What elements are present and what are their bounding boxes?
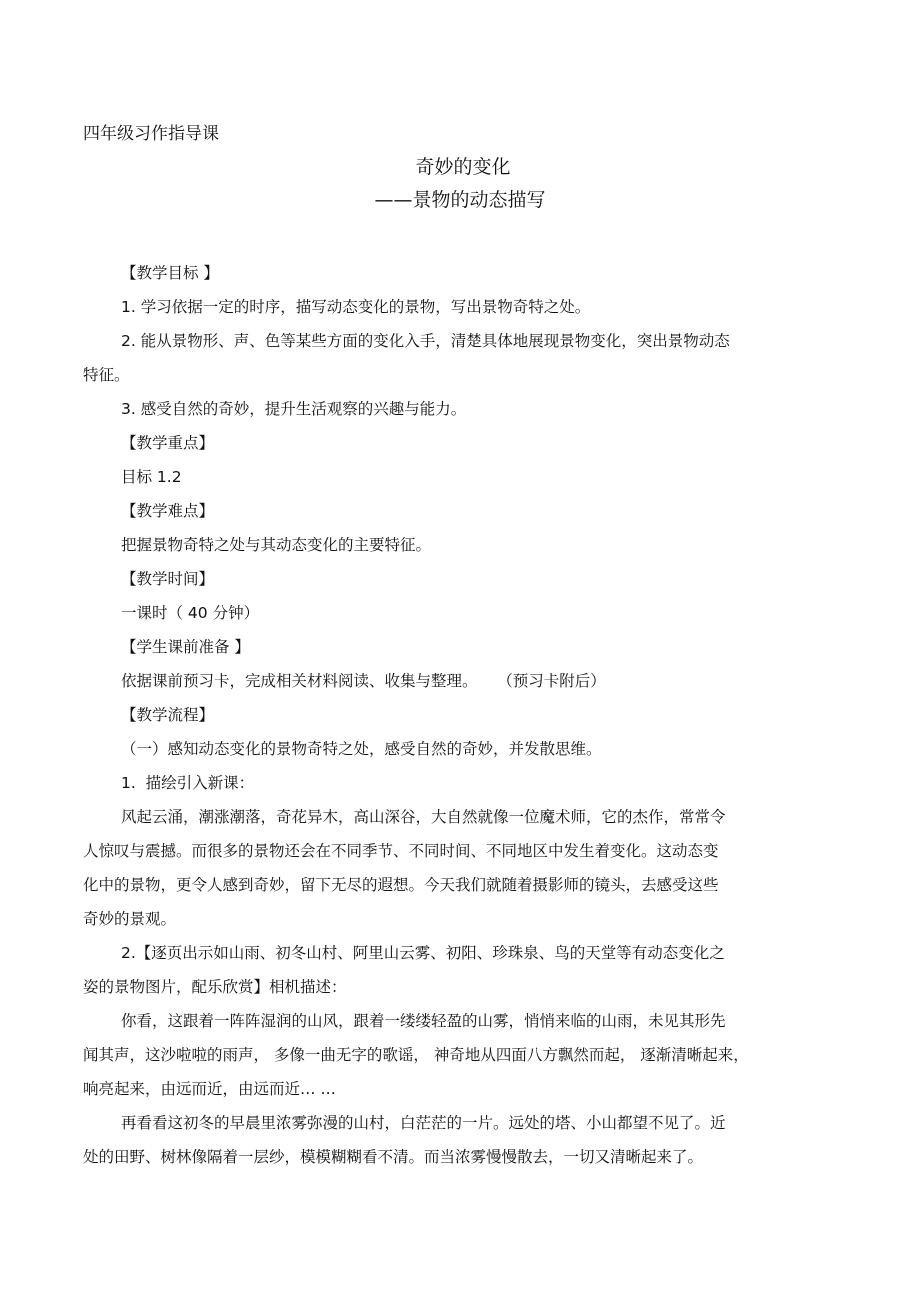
step-2-line-2: 姿的景物图片，配乐欣赏】相机描述：	[83, 978, 347, 996]
paragraph-3-line-1: 再看看这初冬的早晨里浓雾弥漫的山村，白茫茫的一片。远处的塔、小山都望不见了。近	[121, 1114, 726, 1132]
lesson-title: 奇妙的变化	[415, 156, 511, 178]
key-points-text: 目标 1.2	[121, 468, 182, 486]
goal-2-line-2: 特征。	[83, 366, 130, 384]
key-points-heading: 【教学重点】	[121, 434, 215, 452]
prep-heading: 【学生课前准备 】	[121, 638, 250, 656]
paragraph-2-line-2: 闻其声，这沙啦啦的雨声， 多像一曲无字的歌谣， 神奇地从四面八方飘然而起， 逐渐清晰起来，	[83, 1046, 749, 1064]
paragraph-1-line-2: 人惊叹与震撼。而很多的景物还会在不同季节、不同时间、不同地区中发生着变化。这动态变	[83, 842, 719, 860]
paragraph-1-line-3: 化中的景物，更令人感到奇妙，留下无尽的遐想。今天我们就随着摄影师的镜头，去感受这些	[83, 876, 719, 894]
paragraph-2-line-1: 你看，这跟着一阵阵湿润的山风，跟着一缕缕轻盈的山雾，悄悄来临的山雨，未见其形先	[121, 1012, 726, 1030]
paragraph-1-line-4: 奇妙的景观。	[83, 910, 177, 928]
time-text: 一课时（ 40 分钟）	[121, 604, 260, 622]
goals-heading: 【教学目标 】	[121, 264, 219, 282]
paragraph-3-line-2: 处的田野、树林像隔着一层纱，模模糊糊看不清。而当浓雾慢慢散去，一切又清晰起来了。	[83, 1148, 704, 1166]
lesson-subtitle: ——景物的动态描写	[374, 189, 546, 211]
grade-label: 四年级习作指导课	[83, 124, 219, 144]
goal-1: 1. 学习依据一定的时序，描写动态变化的景物，写出景物奇特之处。	[121, 298, 591, 316]
paragraph-2-line-3: 响亮起来，由远而近，由远而近… …	[83, 1080, 336, 1098]
goal-2-line-1: 2. 能从景物形、声、色等某些方面的变化入手，清楚具体地展现景物变化，突出景物动态	[121, 332, 730, 350]
paragraph-1-line-1: 风起云涌，潮涨潮落，奇花异木，高山深谷，大自然就像一位魔术师，它的杰作，常常令	[121, 808, 726, 826]
time-heading: 【教学时间】	[121, 570, 215, 588]
part-one-heading: （一）感知动态变化的景物奇特之处，感受自然的奇妙，并发散思维。	[121, 740, 602, 758]
step-1-heading: 1. 描绘引入新课：	[121, 774, 255, 792]
step-2-line-1: 2.【逐页出示如山雨、初冬山村、阿里山云雾、初阳、珍珠泉、鸟的天堂等有动态变化之	[121, 944, 725, 962]
prep-text: 依据课前预习卡，完成相关材料阅读、收集与整理。 （预习卡附后）	[121, 672, 606, 690]
process-heading: 【教学流程】	[121, 706, 215, 724]
difficulty-text: 把握景物奇特之处与其动态变化的主要特征。	[121, 536, 432, 554]
difficulty-heading: 【教学难点】	[121, 502, 215, 520]
goal-3: 3. 感受自然的奇妙，提升生活观察的兴趣与能力。	[121, 400, 467, 418]
